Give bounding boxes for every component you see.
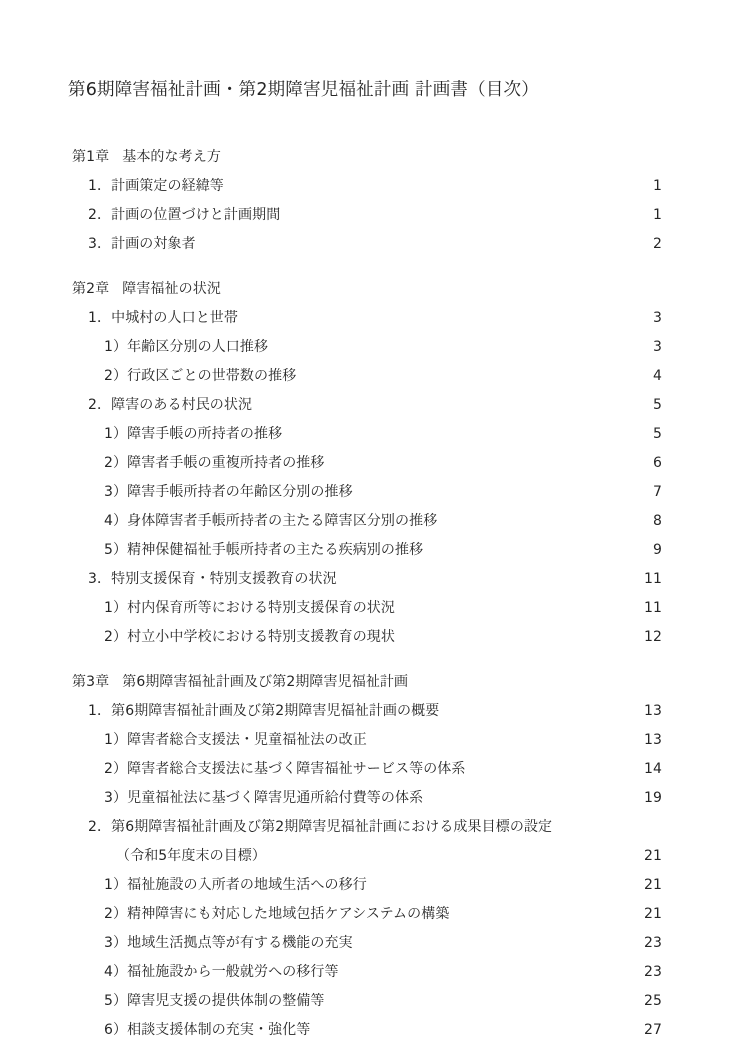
toc-entry-page-number: 14 [643, 761, 662, 777]
dot-leader [364, 942, 615, 943]
toc-entry[interactable] [0, 333, 730, 362]
toc-entry[interactable] [0, 201, 730, 230]
toc-entry-label: 1．計画策定の経緯等 [88, 178, 224, 194]
toc-entry[interactable] [0, 726, 730, 755]
toc-chapter-block [0, 668, 730, 1045]
dot-leader [291, 214, 615, 215]
toc-entry-label: 3）障害手帳所持者の年齢区分別の推移 [104, 484, 353, 500]
toc-entry-page-number: 25 [643, 993, 662, 1009]
toc-entry[interactable] [0, 842, 730, 871]
toc-entry-page-number: 12 [643, 629, 662, 645]
dot-leader [249, 317, 615, 318]
toc-entry-page-number: 5 [652, 397, 662, 413]
toc-entry-label: 1）村内保育所等における特別支援保育の状況 [104, 600, 396, 616]
toc-entry[interactable] [0, 900, 730, 929]
toc-chapter-heading [0, 143, 730, 172]
toc-entry-page-number: 11 [643, 571, 662, 587]
toc-entry[interactable] [0, 478, 730, 507]
toc-entry[interactable] [0, 565, 730, 594]
toc-entry-label: 4）福祉施設から一般就労への移行等 [104, 964, 339, 980]
dot-leader [336, 462, 615, 463]
toc-entry-label: 2）行政区ごとの世帯数の推移 [104, 368, 297, 384]
toc-entry[interactable] [0, 536, 730, 565]
toc-entry[interactable] [0, 871, 730, 900]
dot-leader [378, 884, 615, 885]
toc-entry[interactable] [0, 449, 730, 478]
chapter-title: 障害福祉の状況 [122, 281, 221, 297]
dot-leader [406, 607, 615, 608]
toc-entry[interactable] [0, 594, 730, 623]
toc-entry-page-number: 6 [652, 455, 662, 471]
toc-chapter-block [0, 275, 730, 652]
toc-entry[interactable] [0, 958, 730, 987]
dot-leader [448, 520, 615, 521]
toc-entry-label: 5）障害児支援の提供体制の整備等 [104, 993, 325, 1009]
dot-leader [277, 855, 615, 856]
dot-leader [336, 1000, 615, 1001]
toc-chapter-block [0, 143, 730, 259]
toc-entry[interactable] [0, 987, 730, 1016]
toc-entry-label: 6）相談支援体制の充実・強化等 [104, 1022, 311, 1038]
dot-leader [348, 578, 615, 579]
toc-entry-label: 2）障害者総合支援法に基づく障害福祉サービス等の体系 [104, 761, 466, 777]
dot-leader [434, 549, 615, 550]
dot-leader [460, 913, 615, 914]
toc-entry-label: 3．計画の対象者 [88, 236, 196, 252]
toc-entry[interactable] [0, 813, 730, 842]
toc-entry-page-number: 13 [643, 732, 662, 748]
toc-entry-page-number: 3 [652, 339, 662, 355]
toc-entry[interactable] [0, 784, 730, 813]
toc-entry[interactable] [0, 172, 730, 201]
page-title: 第6期障害福祉計画・第2期障害児福祉計画 計画書（目次） [68, 80, 539, 100]
toc-entry-label: 3）地域生活拠点等が有する機能の充実 [104, 935, 353, 951]
toc-entry[interactable] [0, 929, 730, 958]
toc-entry-label: 1）障害手帳の所持者の推移 [104, 426, 283, 442]
dot-leader [477, 768, 615, 769]
toc-entry-label: （令和5年度末の目標） [116, 848, 267, 864]
toc-entry-label: 2）精神障害にも対応した地域包括ケアシステムの構築 [104, 906, 450, 922]
toc-entry-page-number: 9 [652, 542, 662, 558]
table-of-contents [0, 143, 730, 1045]
dot-leader [307, 375, 615, 376]
toc-entry-label: 2．第6期障害福祉計画及び第2期障害児福祉計画における成果目標の設定 [88, 819, 553, 835]
chapter-number: 第2章 [72, 281, 110, 297]
toc-entry-label: 3．特別支援保育・特別支援教育の状況 [88, 571, 337, 587]
toc-entry-page-number: 5 [652, 426, 662, 442]
dot-leader [434, 797, 615, 798]
toc-entry[interactable] [0, 391, 730, 420]
toc-entry-label: 2．障害のある村民の状況 [88, 397, 253, 413]
toc-entry-page-number: 23 [643, 964, 662, 980]
dot-leader [207, 243, 615, 244]
dot-leader [364, 491, 615, 492]
toc-entry-page-number: 4 [652, 368, 662, 384]
toc-entry-page-number: 8 [652, 513, 662, 529]
toc-entry-page-number: 7 [652, 484, 662, 500]
toc-entry-label: 1）福祉施設の入所者の地域生活への移行 [104, 877, 367, 893]
chapter-number: 第1章 [72, 149, 110, 165]
toc-entry-label: 5）精神保健福祉手帳所持者の主たる疾病別の推移 [104, 542, 424, 558]
toc-entry-page-number: 27 [643, 1022, 662, 1038]
toc-entry[interactable] [0, 755, 730, 784]
toc-entry-label: 4）身体障害者手帳所持者の主たる障害区分別の推移 [104, 513, 438, 529]
toc-entry[interactable] [0, 230, 730, 259]
dot-leader [321, 1029, 615, 1030]
chapter-number: 第3章 [72, 674, 110, 690]
dot-leader [450, 710, 615, 711]
chapter-title: 基本的な考え方 [122, 149, 221, 165]
toc-entry[interactable] [0, 507, 730, 536]
dot-leader [350, 971, 615, 972]
toc-entry[interactable] [0, 623, 730, 652]
toc-entry-page-number: 1 [652, 178, 662, 194]
dot-leader [378, 739, 615, 740]
toc-entry-label: 1．中城村の人口と世帯 [88, 310, 239, 326]
toc-entry-page-number: 21 [643, 877, 662, 893]
dot-leader [406, 636, 615, 637]
toc-entry-label: 1．第6期障害福祉計画及び第2期障害児福祉計画の概要 [88, 703, 440, 719]
toc-chapter-heading [0, 668, 730, 697]
chapter-title: 第6期障害福祉計画及び第2期障害児福祉計画 [122, 674, 409, 690]
toc-entry-page-number: 13 [643, 703, 662, 719]
toc-entry-page-number: 21 [643, 848, 662, 864]
dot-leader [263, 404, 615, 405]
dot-leader [293, 433, 615, 434]
toc-entry-label: 3）児童福祉法に基づく障害児通所給付費等の体系 [104, 790, 424, 806]
toc-entry-label: 1）年齢区分別の人口推移 [104, 339, 269, 355]
toc-entry-page-number: 2 [652, 236, 662, 252]
toc-entry-label: 1）障害者総合支援法・児童福祉法の改正 [104, 732, 367, 748]
toc-entry-page-number: 23 [643, 935, 662, 951]
toc-entry[interactable] [0, 362, 730, 391]
toc-entry-label: 2．計画の位置づけと計画期間 [88, 207, 281, 223]
toc-entry-page-number: 11 [643, 600, 662, 616]
toc-entry-page-number: 1 [652, 207, 662, 223]
dot-leader [235, 185, 615, 186]
dot-leader [279, 346, 615, 347]
toc-entry[interactable] [0, 304, 730, 333]
toc-entry[interactable] [0, 420, 730, 449]
toc-chapter-heading [0, 275, 730, 304]
toc-entry-label: 2）障害者手帳の重複所持者の推移 [104, 455, 325, 471]
toc-entry-label: 2）村立小中学校における特別支援教育の現状 [104, 629, 396, 645]
toc-entry-page-number: 21 [643, 906, 662, 922]
toc-entry-page-number: 3 [652, 310, 662, 326]
toc-entry-page-number: 19 [643, 790, 662, 806]
toc-entry[interactable] [0, 697, 730, 726]
toc-entry[interactable] [0, 1016, 730, 1045]
